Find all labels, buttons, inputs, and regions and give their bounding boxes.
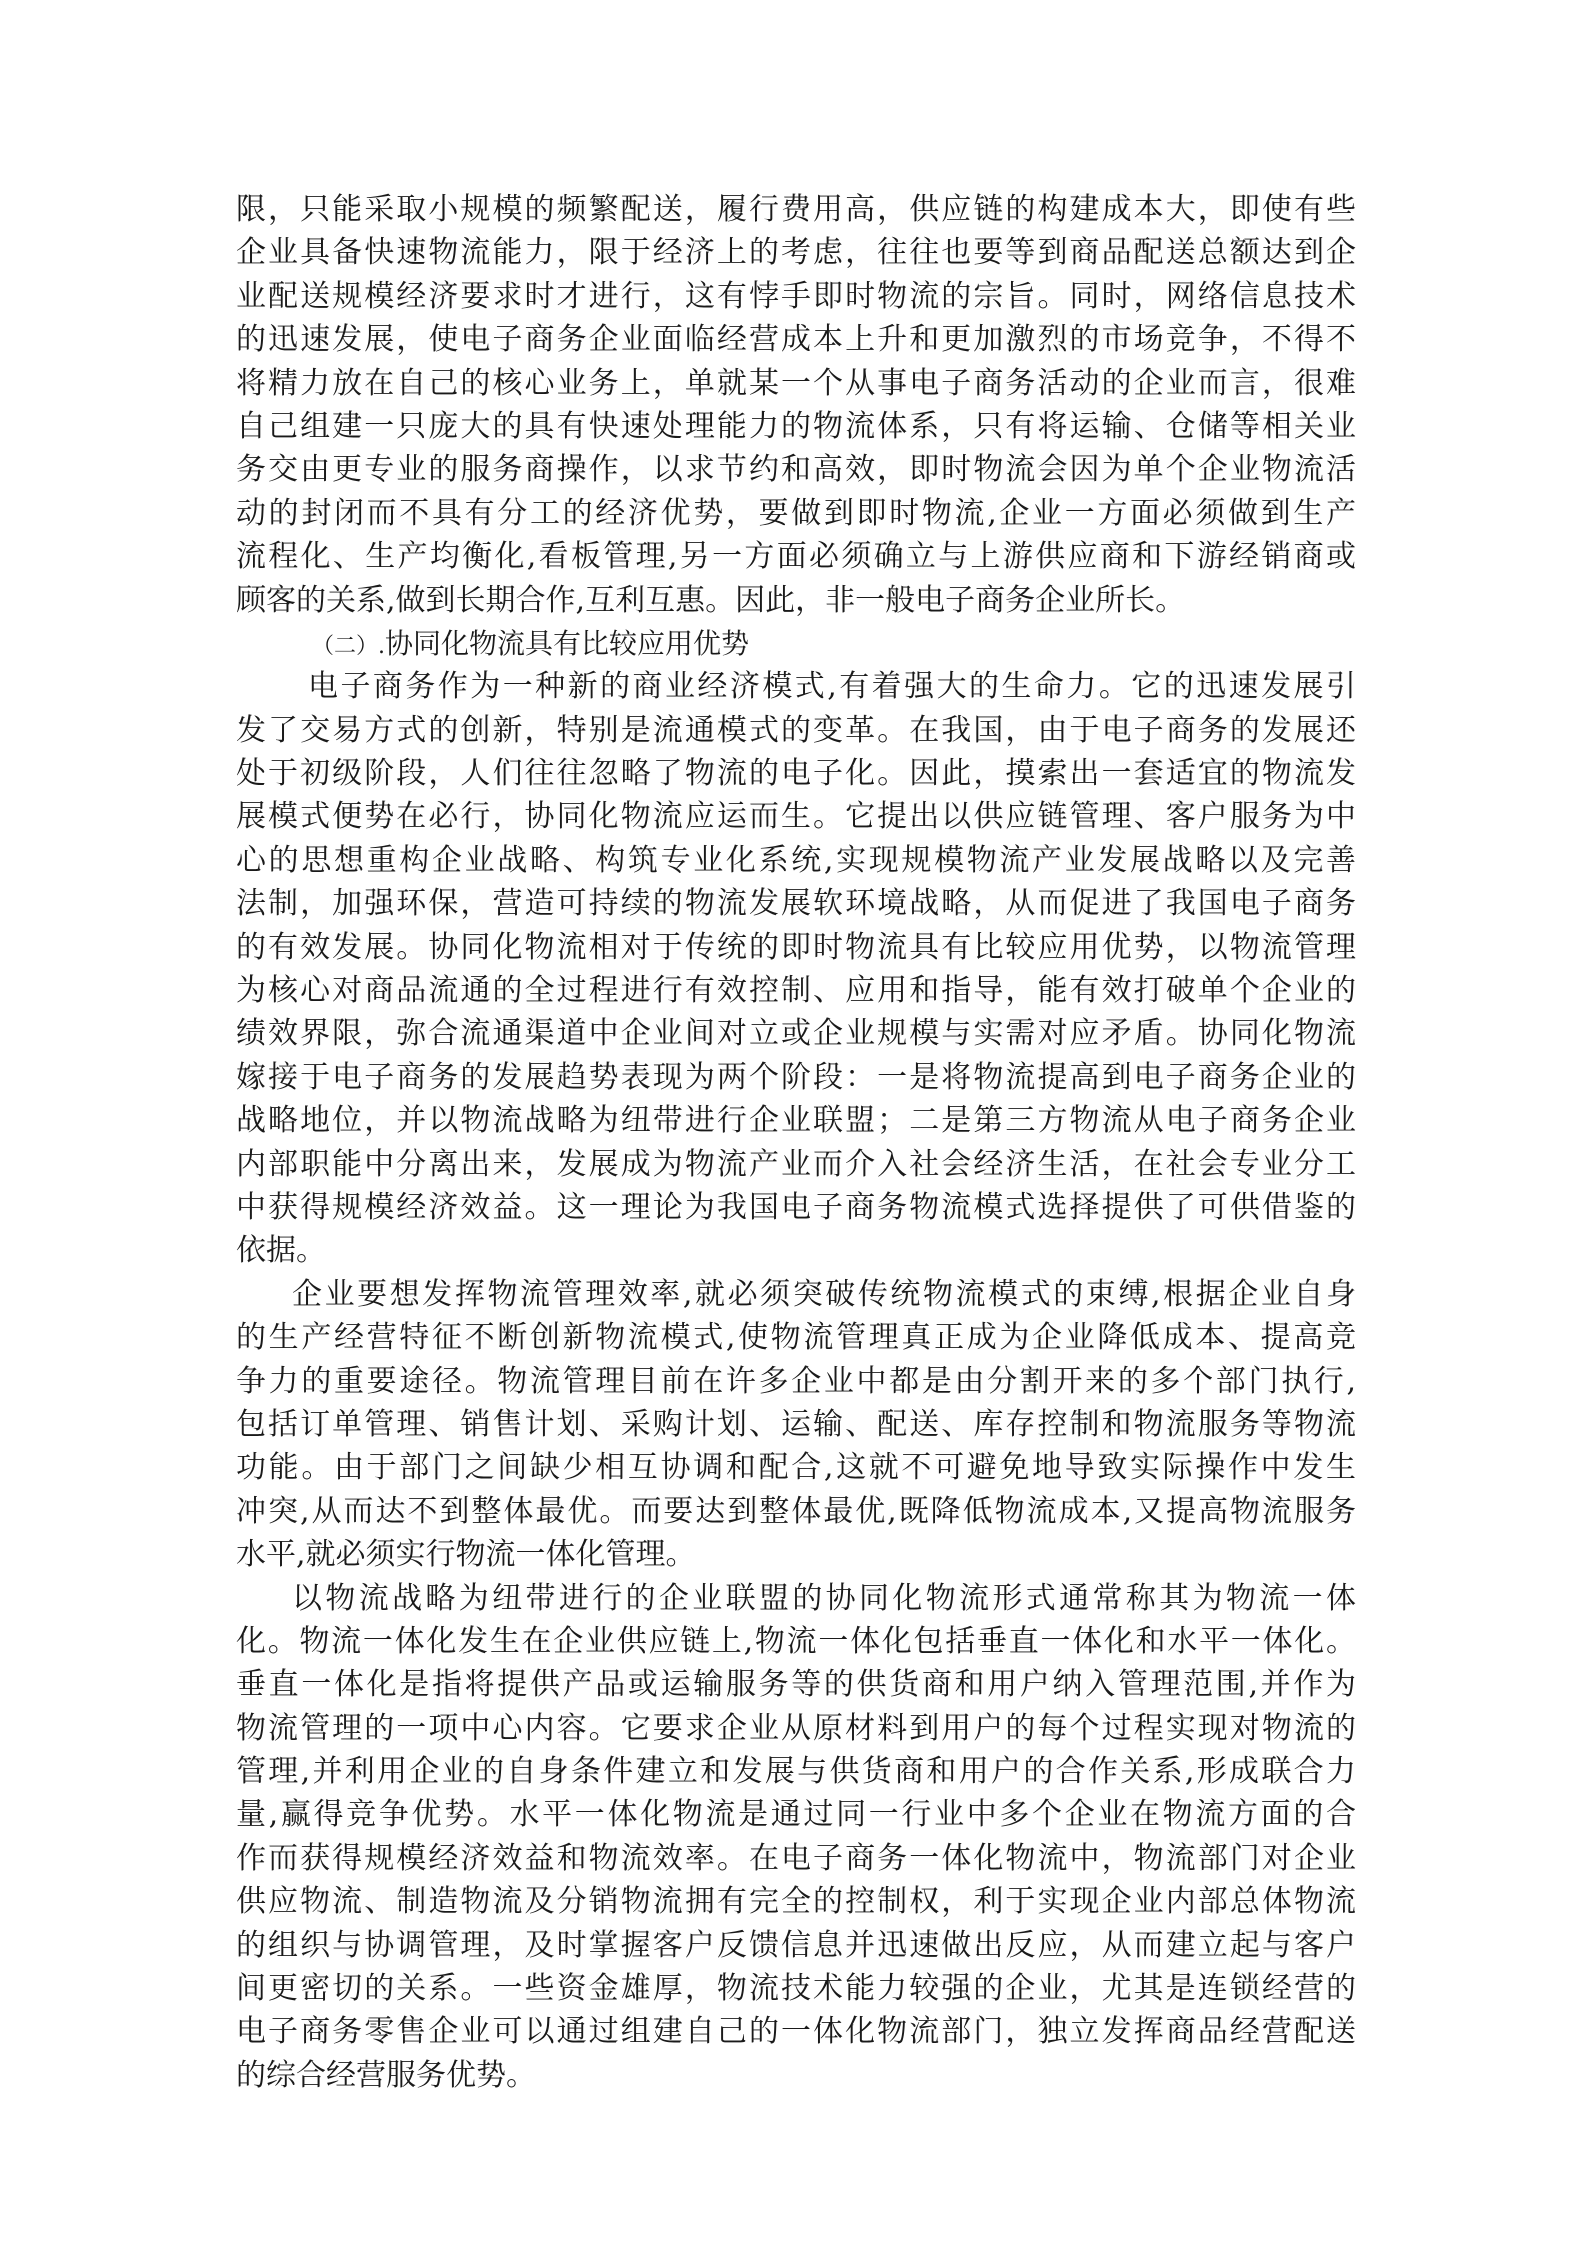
paragraph-line: 流程化、生产均衡化,看板管理,另一方面必须确立与上游供应商和下游经销商或 <box>236 539 1356 575</box>
paragraph-line: 依据。 <box>236 1233 326 1269</box>
paragraph-2 <box>236 665 1356 1272</box>
document-page <box>236 188 1356 2097</box>
paragraph-4 <box>236 1577 1356 2098</box>
paragraph-line: 冲突,从而达不到整体最优。而要达到整体最优,既降低物流成本,又提高物流服务 <box>236 1493 1356 1529</box>
paragraph-line: 法制，加强环保，营造可持续的物流发展软环境战略，从而促进了我国电子商务 <box>236 886 1356 922</box>
paragraph-line: 嫁接于电子商务的发展趋势表现为两个阶段：一是将物流提高到电子商务企业的 <box>236 1059 1356 1095</box>
paragraph-line: 的迅速发展，使电子商务企业面临经营成本上升和更加激烈的市场竞争，不得不 <box>236 322 1356 358</box>
paragraph-line: 展模式便势在必行，协同化物流应运而生。它提出以供应链管理、客户服务为中 <box>236 799 1356 835</box>
paragraph-line: 物流管理的一项中心内容。它要求企业从原材料到用户的每个过程实现对物流的 <box>236 1710 1356 1746</box>
paragraph-line: 为核心对商品流通的全过程进行有效控制、应用和指导，能有效打破单个企业的 <box>236 973 1356 1009</box>
paragraph-line: 垂直一体化是指将提供产品或运输服务等的供货商和用户纳入管理范围,并作为 <box>236 1667 1356 1703</box>
section-number: （二）. <box>312 633 385 659</box>
paragraph-line: 的综合经营服务优势。 <box>236 2057 536 2093</box>
paragraph-line: 发了交易方式的创新，特别是流通模式的变革。在我国，由于电子商务的发展还 <box>236 712 1356 748</box>
paragraph-line: 间更密切的关系。一些资金雄厚，物流技术能力较强的企业，尤其是连锁经营的 <box>236 1971 1356 2007</box>
paragraph-line: 功能。由于部门之间缺少相互协调和配合,这就不可避免地导致实际操作中发生 <box>236 1450 1356 1486</box>
paragraph-line: 业配送规模经济要求时才进行，这有悖手即时物流的宗旨。同时，网络信息技术 <box>236 278 1356 314</box>
paragraph-line: 务交由更专业的服务商操作，以求节约和高效，即时物流会因为单个企业物流活 <box>236 452 1356 488</box>
paragraph-line: 内部职能中分离出来，发展成为物流产业而介入社会经济生活，在社会专业分工 <box>236 1146 1356 1182</box>
paragraph-line: 企业要想发挥物流管理效率,就必须突破传统物流模式的束缚,根据企业自身 <box>292 1276 1356 1312</box>
paragraph-line: 的组织与协调管理，及时掌握客户反馈信息并迅速做出反应，从而建立起与客户 <box>236 1927 1356 1963</box>
paragraph-line: 企业具备快速物流能力，限于经济上的考虑，往往也要等到商品配送总额达到企 <box>236 235 1356 271</box>
paragraph-line: 将精力放在自己的核心业务上，单就某一个从事电子商务活动的企业而言，很难 <box>236 365 1356 401</box>
paragraph-line: 的生产经营特征不断创新物流模式,使物流管理真正成为企业降低成本、提高竞 <box>236 1320 1356 1356</box>
paragraph-line: 量,赢得竞争优势。水平一体化物流是通过同一行业中多个企业在物流方面的合 <box>236 1797 1356 1833</box>
paragraph-line: 水平,就必须实行物流一体化管理。 <box>236 1537 696 1573</box>
paragraph-line: 顾客的关系,做到长期合作,互利互惠。因此，非一般电子商务企业所长。 <box>236 582 1186 618</box>
paragraph-line: 包括订单管理、销售计划、采购计划、运输、配送、库存控制和物流服务等物流 <box>236 1406 1356 1442</box>
paragraph-line: 供应物流、制造物流及分销物流拥有完全的控制权，利于实现企业内部总体物流 <box>236 1884 1356 1920</box>
paragraph-line: 限，只能采取小规模的频繁配送，履行费用高，供应链的构建成本大，即使有些 <box>236 192 1356 227</box>
paragraph-1 <box>236 188 1356 622</box>
paragraph-line: 动的封闭而不具有分工的经济优势，要做到即时物流,企业一方面必须做到生产 <box>236 495 1356 531</box>
paragraph-line: 电子商务作为一种新的商业经济模式,有着强大的生命力。它的迅速发展引 <box>308 669 1356 705</box>
paragraph-line: 处于初级阶段，人们往往忽略了物流的电子化。因此，摸索出一套适宜的物流发 <box>236 756 1356 792</box>
paragraph-line: 管理,并利用企业的自身条件建立和发展与供货商和用户的合作关系,形成联合力 <box>236 1754 1356 1790</box>
paragraph-line: 化。物流一体化发生在企业供应链上,物流一体化包括垂直一体化和水平一体化。 <box>236 1623 1356 1659</box>
paragraph-line: 绩效界限，弥合流通渠道中企业间对立或企业规模与实需对应矛盾。协同化物流 <box>236 1016 1356 1052</box>
paragraph-line: 电子商务零售企业可以通过组建自己的一体化物流部门，独立发挥商品经营配送 <box>236 2014 1356 2050</box>
paragraph-line: 自己组建一只庞大的具有快速处理能力的物流体系，只有将运输、仓储等相关业 <box>236 408 1356 444</box>
section-heading <box>236 622 1356 665</box>
paragraph-line: 以物流战略为纽带进行的企业联盟的协同化物流形式通常称其为物流一体 <box>292 1580 1356 1616</box>
paragraph-line: 心的思想重构企业战略、构筑专业化系统,实现规模物流产业发展战略以及完善 <box>236 842 1356 878</box>
paragraph-line: 战略地位，并以物流战略为纽带进行企业联盟；二是第三方物流从电子商务企业 <box>236 1103 1356 1139</box>
paragraph-line: 的有效发展。协同化物流相对于传统的即时物流具有比较应用优势，以物流管理 <box>236 929 1356 965</box>
paragraph-3 <box>236 1273 1356 1577</box>
paragraph-line: 作而获得规模经济效益和物流效率。在电子商务一体化物流中，物流部门对企业 <box>236 1840 1356 1876</box>
paragraph-line: 争力的重要途径。物流管理目前在许多企业中都是由分割开来的多个部门执行, <box>236 1363 1356 1399</box>
section-title: 协同化物流具有比较应用优势 <box>385 626 750 660</box>
paragraph-line: 中获得规模经济效益。这一理论为我国电子商务物流模式选择提供了可供借鉴的 <box>236 1189 1356 1225</box>
